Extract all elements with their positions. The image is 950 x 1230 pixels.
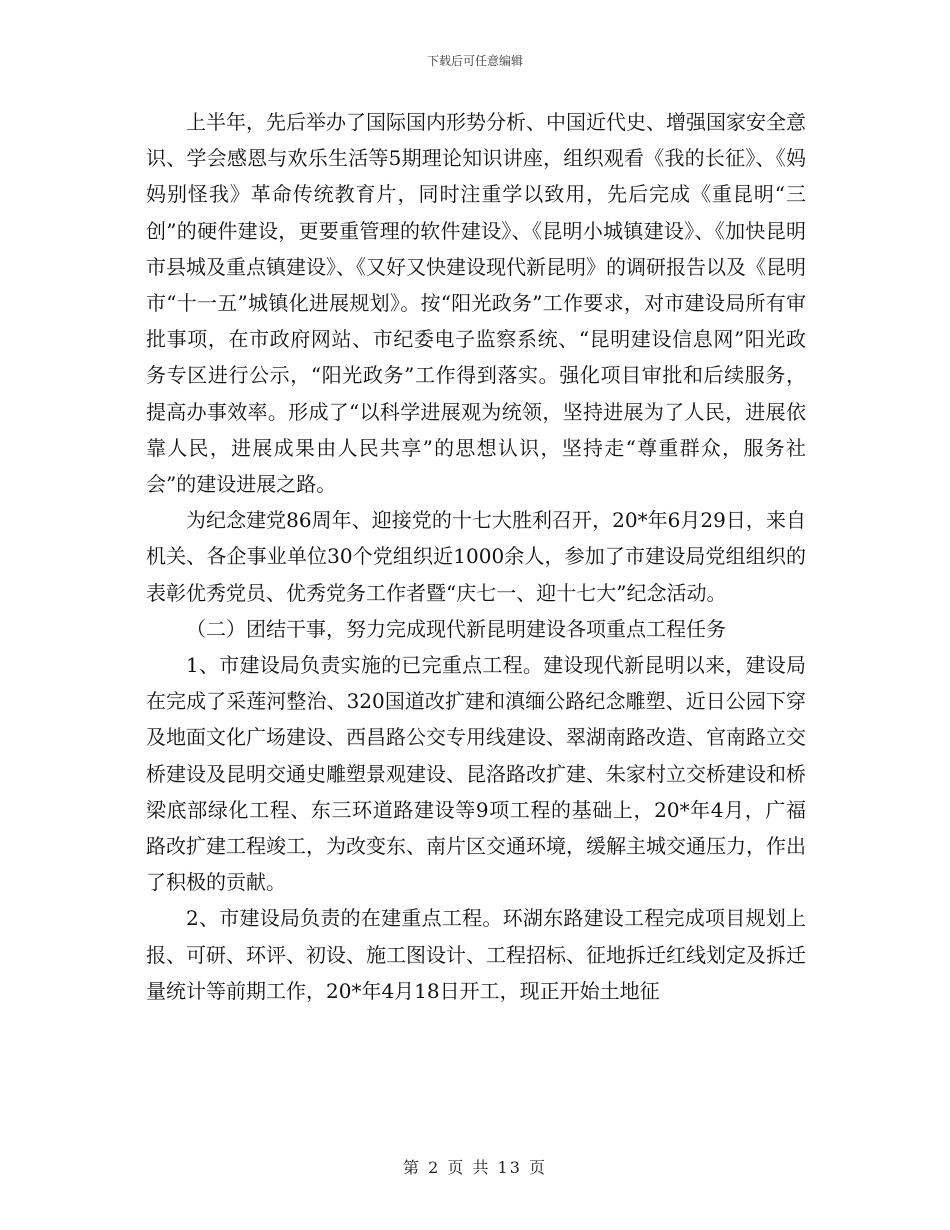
document-body — [146, 104, 806, 1009]
paragraph-theory-lectures: 上半年，先后举办了国际国内形势分析、中国近代史、增强国家安全意识、学会感恩与欢乐生活等5期理论知识讲座，组织观看《我的长征》、《妈妈别怪我》革命传统教育片，同时注重学以致用，先后完成《重昆明“三创”的硬件建设，更要重管理的软件建设》、《昆明小城镇建设》、《加快昆明市县城及重点镇建设》、《又好又快建设现代新昆明》的调研报告以及《昆明市“十一五”城镇化进展规划》。按“阳光政务”工作要求，对市建设局所有审批事项，在市政府网站、市纪委电子监察系统、“昆明建设信息网”阳光政务专区进行公示，“阳光政务”工作得到落实。强化项目审批和后续服务，提高办事效率。形成了“以科学进展观为统领，坚持进展为了人民，进展依靠人民，进展成果由人民共享”的思想认识，坚持走“尊重群众，服务社会”的建设进展之路。 — [146, 110, 806, 497]
page-number-footer: 第 2 页 共 13 页 — [403, 1158, 547, 1177]
paragraph-completed-projects: 1、市建设局负责实施的已完重点工程。建设现代新昆明以来，建设局在完成了采莲河整治、320国道改扩建和滇缅公路纪念雕塑、近日公园下穿及地面文化广场建设、西昌路公交专用线建设、翠湖南路改造、官南路立交桥建设及昆明交通史雕塑景观建设、昆洛路改扩建、朱家村立交桥建设和桥梁底部绿化工程、东三环道路建设等9项工程的基础上，20*年4月，广福路改扩建工程竣工，为改变东、南片区交通环境，缓解主城交通压力，作出了积极的贡献。 — [146, 653, 806, 895]
paragraph-ongoing-projects: 2、市建设局负责的在建重点工程。环湖东路建设工程完成项目规划上报、可研、环评、初设、施工图设计、工程招标、征地拆迁红线划定及拆迁量统计等前期工作，20*年4月18日开工，现正开始土地征 — [146, 906, 806, 1003]
section-heading-key-projects: （二）团结干事，努力完成现代新昆明建设各项重点工程任务 — [186, 616, 726, 641]
page-header: 下载后可任意编辑 — [426, 54, 523, 68]
paragraph-party-anniversary: 为纪念建党86周年、迎接党的十七大胜利召开，20*年6月29日，来自机关、各企事业单位30个党组织近1000余人，参加了市建设局党组组织的表彰优秀党员、优秀党务工作者暨“庆七一、迎十七大”纪念活动。 — [146, 508, 806, 605]
